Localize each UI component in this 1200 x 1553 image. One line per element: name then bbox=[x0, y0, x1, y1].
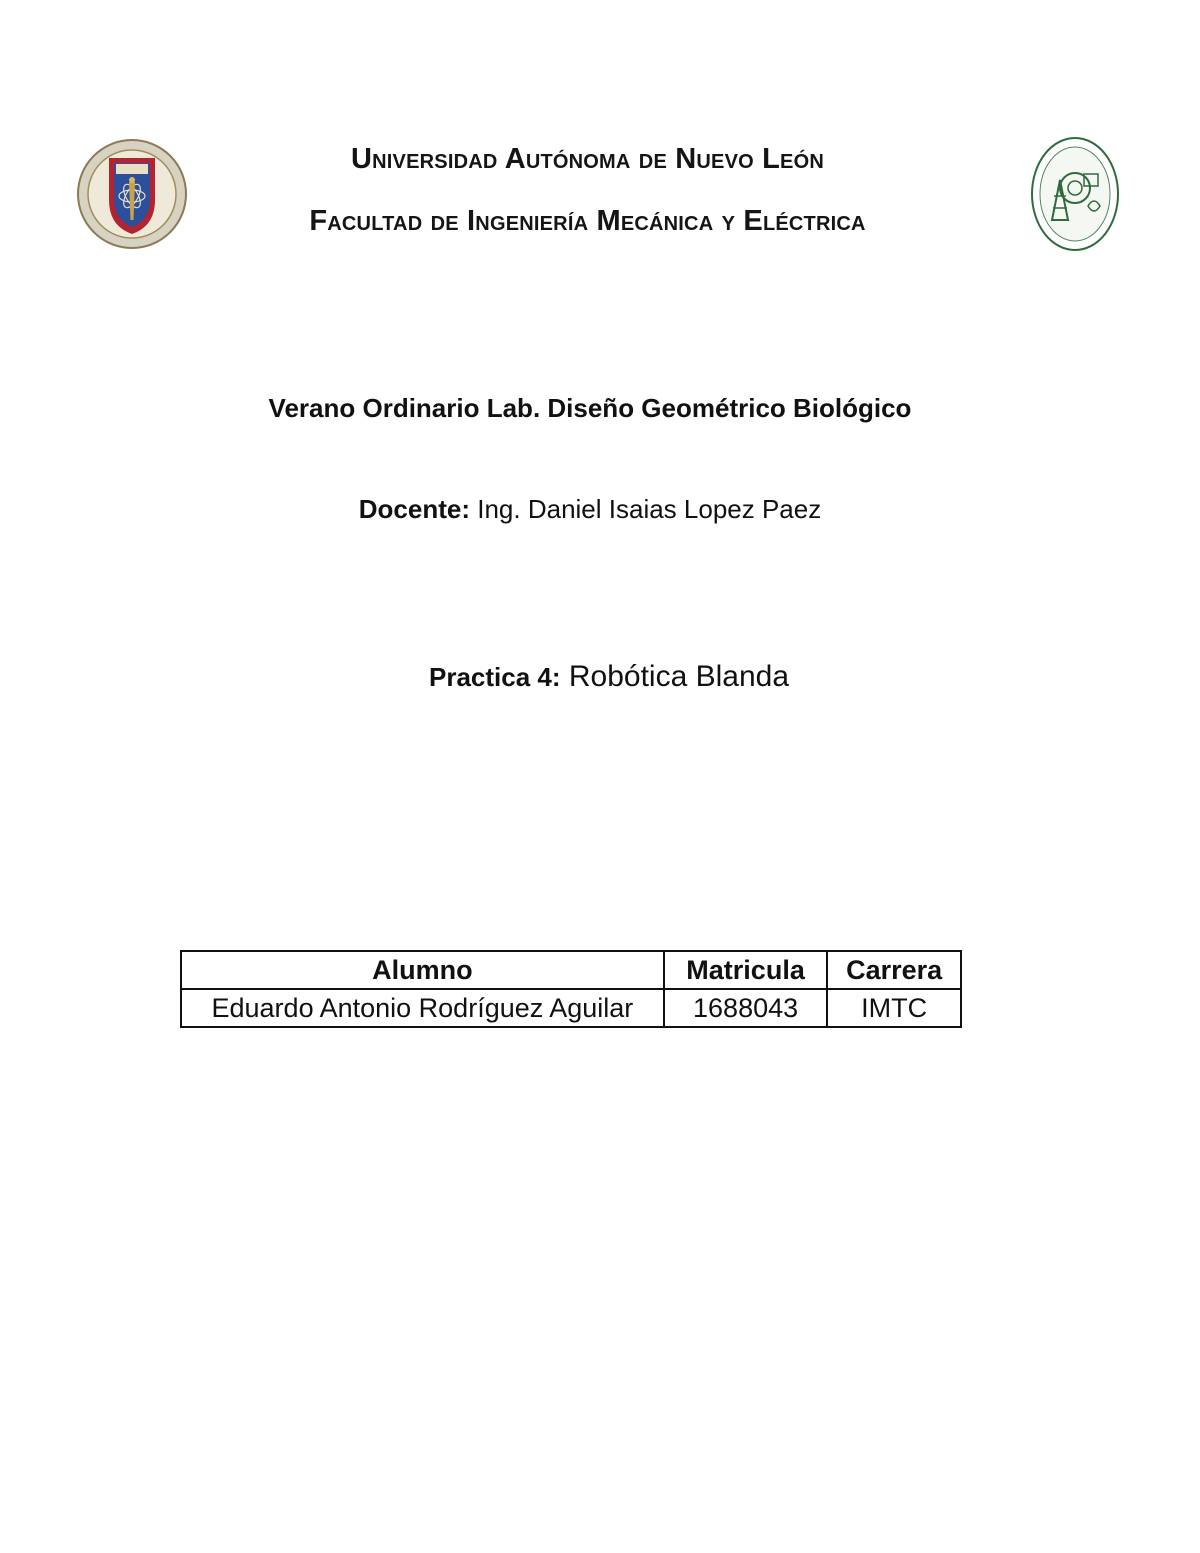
student-name-cell: Eduardo Antonio Rodríguez Aguilar bbox=[181, 989, 664, 1027]
teacher-name: Ing. Daniel Isaias Lopez Paez bbox=[470, 494, 822, 524]
faculty-name: Facultad de Ingeniería Mecánica y Eléctrica bbox=[309, 205, 866, 237]
university-name: Universidad Autónoma de Nuevo León bbox=[351, 143, 824, 175]
student-id-cell: 1688043 bbox=[664, 989, 828, 1027]
practice-label: Practica 4: bbox=[428, 662, 561, 692]
course-title: Verano Ordinario Lab. Diseño Geométrico Biológico bbox=[268, 393, 912, 423]
header-alumno: Alumno bbox=[181, 951, 664, 989]
table-header-row bbox=[181, 951, 961, 989]
practice-line bbox=[0, 660, 1200, 694]
header-matricula: Matricula bbox=[664, 951, 828, 989]
teacher-label: Docente: bbox=[358, 494, 471, 524]
practice-title: Robótica Blanda bbox=[560, 660, 790, 693]
fime-seal-logo bbox=[1030, 136, 1120, 252]
student-program-cell: IMTC bbox=[827, 989, 961, 1027]
header-carrera: Carrera bbox=[827, 951, 961, 989]
students-table bbox=[180, 950, 962, 1028]
table-row bbox=[181, 989, 961, 1027]
teacher-line bbox=[0, 494, 1180, 525]
